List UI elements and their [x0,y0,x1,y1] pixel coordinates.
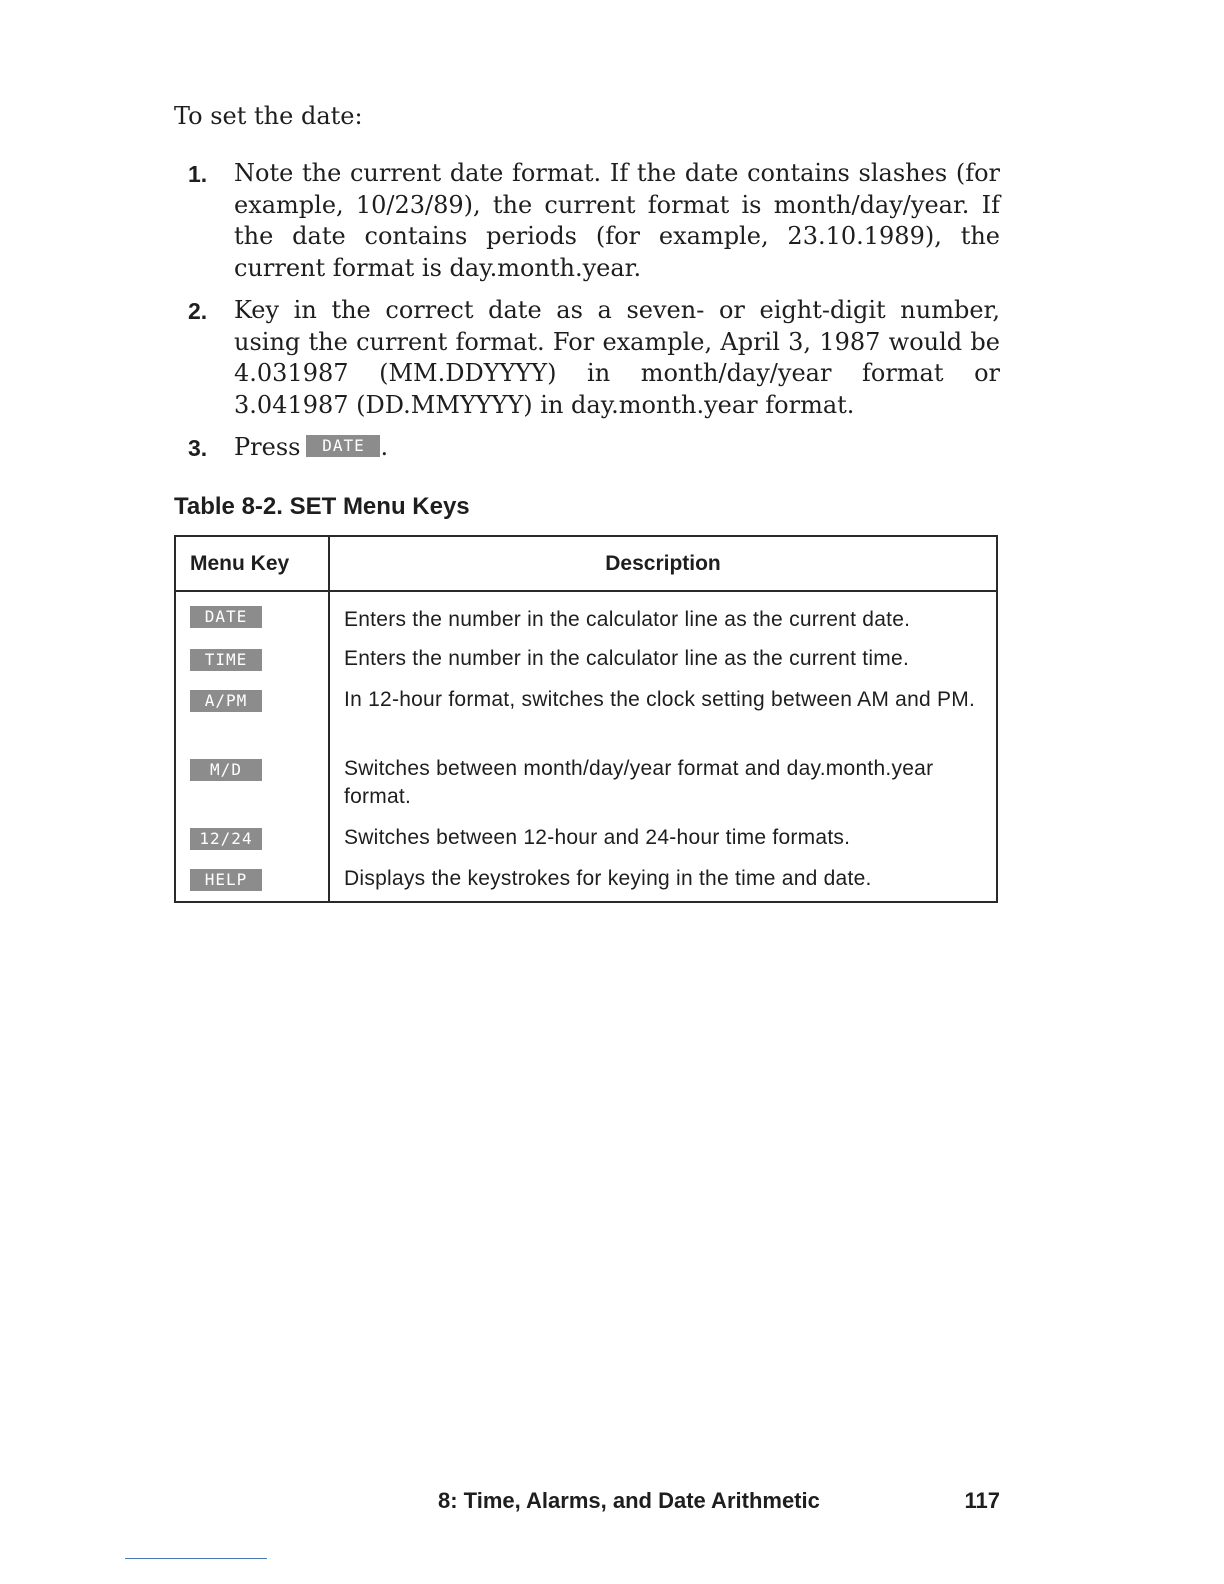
step-2 [188,295,1000,422]
table-row [176,674,328,743]
month-day-key: M/D [190,759,262,781]
step-text-after: . [380,432,389,461]
chapter-title: 8: Time, Alarms, and Date Arithmetic [438,1488,820,1513]
help-key: HELP [190,869,262,891]
description-cell: Switches between month/day/year format and day.month.year format. [344,757,934,808]
table-row [176,592,328,633]
12-24-key: 12/24 [190,828,262,850]
table-header-row [176,537,996,592]
description-cell: Enters the number in the calculator line as the current time. [344,647,910,670]
header-menu-key: Menu Key [176,537,330,590]
description-cell: In 12-hour format, switches the clock setting between AM and PM. [344,688,976,711]
page-number: 117 [964,1488,1000,1513]
table-body [176,592,996,901]
step-number: 1. [188,161,208,187]
key-column [176,592,330,901]
description-column [330,592,996,901]
step-text [234,432,1000,464]
header-description: Description [605,552,721,575]
time-key: TIME [190,649,262,671]
table-title: Table 8-2. SET Menu Keys [174,493,470,520]
table-row [176,743,328,812]
description-cell: Enters the number in the calculator line as the current date. [344,608,911,631]
step-text-before: Press [234,432,301,461]
table-row [176,853,328,894]
date-menu-key: DATE [306,435,380,457]
step-text: Key in the correct date as a seven- or eight-digit number, using the current format. For example, April 3, 1987 would be 4.031987 (MM.DDYYYY) in month/day/year format or 3.041987 (DD.MMYYYY) in day.month.year format. [234,295,1000,419]
am-pm-key: A/PM [190,690,262,712]
step-1 [188,158,1000,285]
set-menu-keys-table [174,535,998,903]
step-number: 2. [188,297,208,324]
step-text: Note the current date format. If the date contains slashes (for example, 10/23/89), the current format is month/day/year. If the date contains periods (for example, 23.10.1989), the current format is day.month.year. [234,159,1000,283]
description-cell: Displays the keystrokes for keying in the time and date. [344,867,872,890]
table-row [176,633,328,674]
step-number: 3. [188,434,208,461]
divider-line [125,1558,267,1559]
description-cell: Switches between 12-hour and 24-hour time formats. [344,826,851,849]
date-key: DATE [190,606,262,628]
table-row [176,812,328,853]
steps-list [188,158,1000,474]
step-3 [188,432,1000,464]
intro-text: To set the date: [174,102,363,130]
